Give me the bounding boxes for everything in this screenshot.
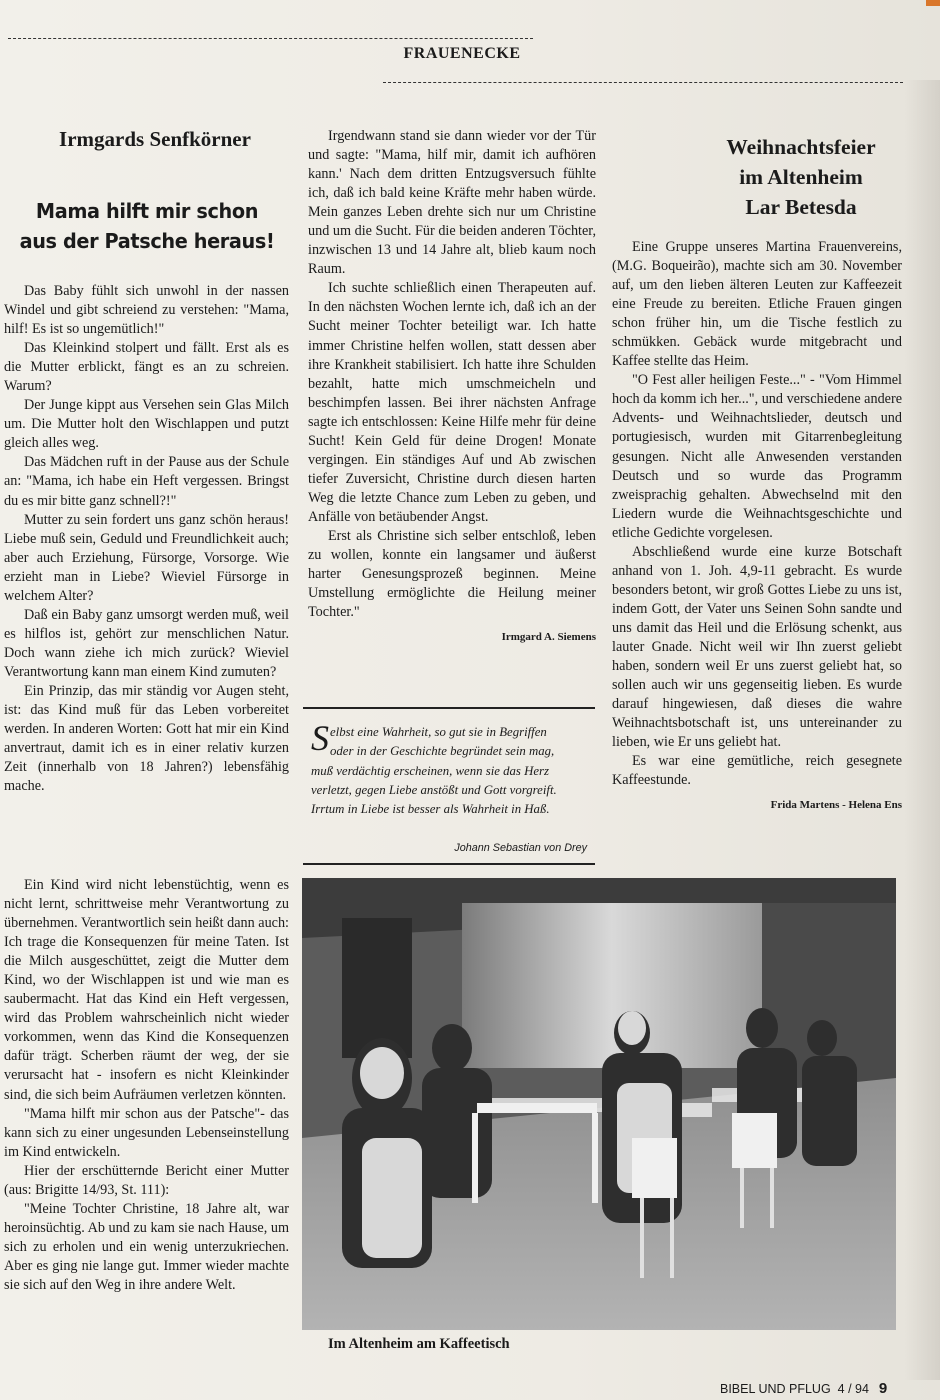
article-subtitle-line: Mama hilft mir schon [35, 199, 259, 223]
article-right-title [690, 132, 912, 222]
article-column-1b [4, 876, 289, 1295]
article-right-title-line: Lar Betesda [745, 195, 857, 219]
article-title: Irmgards Senfkörner [59, 127, 251, 151]
header-rule-right [383, 82, 903, 83]
header-rule-left [8, 38, 533, 39]
article-subtitle [11, 196, 284, 256]
quote-dropcap: S [311, 718, 329, 758]
article-column-3 [612, 238, 902, 815]
paragraph: "O Fest aller heiligen Feste..." - "Vom Himmel hoch da komm ich her...", und verschiedene andere Advents- und Weihnachtslieder, deutsch und portugiesisch, wurden mit Gitarrenbegleitung gesungen. Nicht alle Anwesenden verstanden Deutsch und so wurde das Programm zweisprachig gehalten. Abwechselnd mit den Liedern wurde die Weihnachtsgeschichte und etliche Gedichte vorgelesen. [612, 372, 902, 541]
paragraph: Irgendwann stand sie dann wieder vor der Tür und sagte: "Mama, hilf mir, damit ich aufhören kann.' Nach dem dritten Entzugsversuch fühlte ich, daß ich bald keine Kräfte mehr haben würde. Mein ganzes Leben drehte sich nur um Christine und um die Sucht. Für die beiden anderen Töchter, inzwischen 13 und 14 Jahre alt, blieb kaum noch Raum. [308, 128, 596, 278]
paragraph: Es war eine gemütliche, reich gesegnete Kaffeestunde. [612, 753, 902, 789]
paragraph: Das Kleinkind stolpert und fällt. Erst als es die Mutter erblickt, fängt es an zu schreien. Warum? [4, 340, 289, 395]
article-subtitle-line: aus der Patsche heraus! [19, 229, 275, 253]
issue-number: 4 / 94 [837, 1382, 869, 1396]
article-author: Irmgard A. Siemens [501, 631, 596, 644]
paragraph: Das Mädchen ruft in der Pause aus der Schule an: "Mama, ich habe ein Heft vergessen. Bringst du es mir bitte ganz schnell?!" [4, 454, 289, 509]
page-footer [720, 1380, 910, 1397]
page-edge-shadow [905, 80, 940, 1380]
quote-author: Johann Sebastian von Drey [454, 842, 587, 854]
paragraph: Ein Prinzip, das mir ständig vor Augen steht, ist: das Kind muß für das Leben vorbereitet werden. In anderen Worten: Gott hat mir ein Kind anvertraut, damit ich es in einer relativ kurzen Zeit (innerhalb von 18 Jahren?) lebensfähig mache. [4, 682, 289, 795]
quote-box [303, 707, 595, 865]
paragraph: "Mama hilft mir schon aus der Patsche"- das kann sich zu einer ungesunden Lebenseinstellung im Kind entwickeln. [4, 1105, 289, 1160]
article-right-author: Frida Martens - Helena Ens [770, 799, 902, 812]
paragraph: Der Junge kippt aus Versehen sein Glas Milch um. Die Mutter holt den Wischlappen und putzt gleich alles weg. [4, 397, 289, 452]
page-number: 9 [878, 1380, 888, 1397]
paragraph: Eine Gruppe unseres Martina Frauenvereins, (M.G. Boqueirão), machte sich am 30. November auf, um den lieben älteren Leuten zur Kaffeezeit eine Freude zu bereiten. Etliche Frauen gingen schon früher hin, um die Tische festlich zu schmükken. Gebäck wurde mitgebracht und Kaffee stellte das Heim. [612, 239, 902, 370]
paragraph: Mutter zu sein fordert uns ganz schön heraus! Liebe muß sein, Geduld und Freundlichkeit auch; aber auch Erziehung, Fürsorge, Vorsorge. Wie erzieht man in Liebe? Wieviel Fürsorge in welchem Alter? [4, 511, 289, 604]
article-right-title-line: Weihnachtsfeier [726, 135, 876, 159]
paragraph: Daß ein Baby ganz umsorgt werden muß, weil es hilflos ist, gehört zur menschlichen Natur. Doch wann ziehe ich mich zurück? Wieviel Verantwortung kann man einem Kind zumuten? [4, 606, 289, 680]
article-column-2 [308, 127, 596, 647]
paragraph: "Meine Tochter Christine, 18 Jahre alt, war heroinsüchtig. Ab und zu kam sie nach Hause, um sich zu erholen und ein wenig unterzukriechen. Aber es ging nie lange gut. Immer wieder machte sie sich auf den Weg in ihre andere Welt. [4, 1200, 289, 1293]
photo-cafe-table [302, 878, 896, 1330]
quote-text [311, 718, 561, 819]
paragraph: Abschließend wurde eine kurze Botschaft anhand von 1. Joh. 4,9-11 gebracht. Es wurde besonders betont, wir groß Gottes Liebe zu uns ist, indem Gott, der Vater uns Seinen Sohn sandte und uns damit das Heil und die Erlösung schenkt, aus lauter Gnade. Nicht weil wir Ihn zuerst geliebt haben, sondern weil Er uns zuerst geliebt hat, so sollen auch wir uns gegenseitig lieben. Es wurde darauf hingewiesen, daß dieses die wahre Weihnachtsbotschaft ist, uns untereinander zu lieben, wie Er uns geliebt hat. [612, 543, 902, 751]
article-column-1 [4, 282, 289, 796]
quote-body: elbst eine Wahrheit, so gut sie in Begriffen oder in der Geschichte begründet sein mag, muß verdächtig erscheinen, wenn sie das Herz verletzt, gegen Liebe anstößt und Gott vorgreift. Irrtum in Liebe ist besser als Wahrheit in Haß. [311, 725, 557, 817]
paragraph: Hier der erschütternde Bericht einer Mutter (aus: Brigitte 14/93, St. 111): [4, 1162, 289, 1198]
photo-caption: Im Altenheim am Kaffeetisch [328, 1336, 510, 1352]
photo-illustration [302, 878, 896, 1330]
magazine-name: BIBEL UND PFLUG [720, 1382, 831, 1396]
paragraph: Ein Kind wird nicht lebenstüchtig, wenn es nicht lernt, schrittweise mehr Verantwortung zu übernehmen. Verantwortlich sein heißt dann auch: Ich trage die Konsequenzen für meine Taten. Ist die Milch ausgeschüttet, zeigt die Mutter dem Kind, wo der Wischlappen ist und wie man es saubermacht. Hat das Kind ein Heft vergessen, wird das Problem wahrscheinlich nicht wieder vorkommen, wenn das Kind die Konsequenzen dafür trägt. Scherben räumt der weg, der sie verursacht hat - insofern es nicht Kleinkinder sind, die sich beim Aufräumen verletzen könnten. [4, 877, 289, 1103]
section-label: FRAUENECKE [403, 45, 521, 62]
paragraph: Erst als Christine sich selber entschloß, leben zu wollen, konnte ein langsamer und äußerst harter Genesungsprozeß beginnen. Meine Umstellung ermöglichte die Heilung meiner Tochter." [308, 527, 596, 621]
paragraph: Das Baby fühlt sich unwohl in der nassen Windel und gibt schreiend zu verstehen: "Mama, hilf! Es ist so ungemütlich!" [4, 283, 289, 338]
paragraph: Ich suchte schließlich einen Therapeuten auf. In den nächsten Wochen lernte ich, daß ich an der Sucht meiner Tochter beteiligt war. Ich hatte immer Christine helfen wollen, statt dessen aber ihre Krankheit stabilisiert. Ich hatte ihre Schulden bezahlt, hatte mich umschmeicheln und beschimpfen lassen. Bei ihrer nächsten Anfrage sagte ich entschlossen: Keine Hilfe mehr für deine Sucht! Kein Geld für deine Drogen! Monate vergingen. Ein ständiges Auf und Ab zwischen tiefer Zuversicht, Christine durch diesen harten Weg die letzte Chance zum Leben zu geben, und Anfälle von betäubender Angst. [308, 280, 596, 525]
article-right-title-line: im Altenheim [739, 165, 863, 189]
corner-mark [926, 0, 940, 6]
